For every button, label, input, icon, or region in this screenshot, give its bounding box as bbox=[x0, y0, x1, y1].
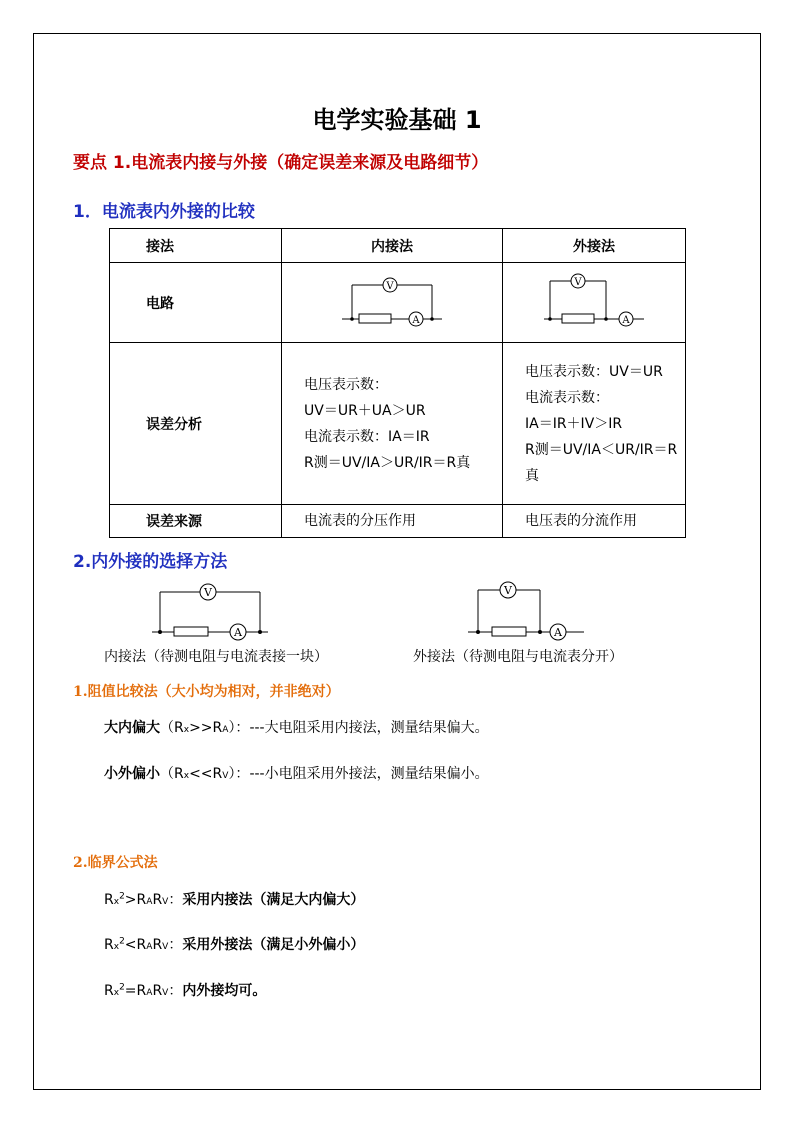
inner-source: 电流表的分压作用 bbox=[282, 505, 503, 538]
outer-line-2: 电流表示数： bbox=[525, 389, 609, 406]
ammeter-label: A bbox=[622, 314, 630, 326]
outer-line-3: IA＝IR＋IV＞IR bbox=[525, 415, 623, 432]
table-row-circuit bbox=[110, 263, 686, 343]
inner-error-analysis bbox=[282, 343, 503, 505]
header-inner: 内接法 bbox=[282, 229, 503, 263]
outer-circuit-diagram-large bbox=[466, 574, 586, 642]
outer-circuit-diagram bbox=[534, 269, 654, 333]
inner-line-3: 电流表示数：IA＝IR bbox=[304, 428, 430, 445]
comparison-table bbox=[109, 228, 686, 538]
section-1-heading: 1．电流表内外接的比较 bbox=[73, 202, 255, 222]
method-1-line-1: 大内偏大（Rx>>RA）：---大电阻采用内接法，测量结果偏大。 bbox=[104, 720, 489, 736]
method-2-line-3: $Rx^2=RARV$：内外接均可。 bbox=[104, 982, 267, 999]
inner-line-4: R测＝UV/IA＞UR/IR＝R真 bbox=[304, 454, 471, 471]
method-2-line-2: $Rx^2<RARV$：采用外接法（满足小外偏小） bbox=[104, 936, 365, 953]
outer-error-analysis bbox=[503, 343, 686, 505]
outer-line-1: 电压表示数：UV＝UR bbox=[525, 363, 663, 380]
key-point-heading: 要点 1.电流表内接与外接（确定误差来源及电路细节） bbox=[73, 153, 489, 173]
inner-line-2: UV＝UR＋UA＞UR bbox=[304, 402, 426, 419]
outer-source: 电压表的分流作用 bbox=[503, 505, 686, 538]
rule-small-outer-text: ---小电阻采用外接法，测量结果偏小。 bbox=[249, 766, 489, 782]
ammeter-label: A bbox=[554, 626, 562, 639]
page-title: 电学实验基础 1 bbox=[312, 106, 482, 134]
row-label-error: 误差分析 bbox=[110, 343, 282, 505]
method-1-heading: 1.阻值比较法（大小均为相对，并非绝对） bbox=[73, 684, 340, 700]
voltmeter-label: V bbox=[504, 584, 512, 597]
inner-line-1: 电压表示数： bbox=[304, 376, 388, 393]
ammeter-label: A bbox=[412, 314, 420, 326]
method-2-heading: 2.临界公式法 bbox=[73, 855, 158, 871]
table-header-row bbox=[110, 229, 686, 263]
outer-line-4: R测＝UV/IA＜UR/IR＝R真 bbox=[525, 441, 678, 484]
voltmeter-label: V bbox=[574, 276, 582, 288]
table-row-error bbox=[110, 343, 686, 505]
header-method: 接法 bbox=[110, 229, 282, 263]
caption-outer: 外接法（待测电阻与电流表分开） bbox=[413, 649, 623, 665]
inner-circuit-diagram-large bbox=[150, 578, 270, 642]
inner-circuit-diagram bbox=[332, 269, 452, 333]
critical-rule-2: 采用外接法（满足小外偏小） bbox=[182, 937, 365, 953]
row-label-circuit: 电路 bbox=[110, 263, 282, 343]
header-outer: 外接法 bbox=[503, 229, 686, 263]
table-row-source bbox=[110, 505, 686, 538]
rule-big-inner: 大内偏大 bbox=[104, 720, 160, 736]
method-1-line-2: 小外偏小（Rx<<RV）：---小电阻采用外接法，测量结果偏小。 bbox=[104, 766, 489, 782]
section-2-heading: 2.内外接的选择方法 bbox=[73, 552, 228, 572]
row-label-source: 误差来源 bbox=[110, 505, 282, 538]
voltmeter-label: V bbox=[386, 280, 394, 292]
rule-small-outer: 小外偏小 bbox=[104, 766, 160, 782]
method-2-line-1: $Rx^2>RARV$：采用内接法（满足大内偏大） bbox=[104, 891, 365, 908]
critical-rule-1: 采用内接法（满足大内偏大） bbox=[182, 892, 365, 908]
voltmeter-label: V bbox=[204, 586, 212, 599]
critical-rule-3: 内外接均可。 bbox=[182, 983, 267, 999]
caption-inner: 内接法（待测电阻与电流表接一块） bbox=[104, 649, 328, 665]
ammeter-label: A bbox=[234, 626, 242, 639]
rule-big-inner-text: ---大电阻采用内接法，测量结果偏大。 bbox=[249, 720, 489, 736]
